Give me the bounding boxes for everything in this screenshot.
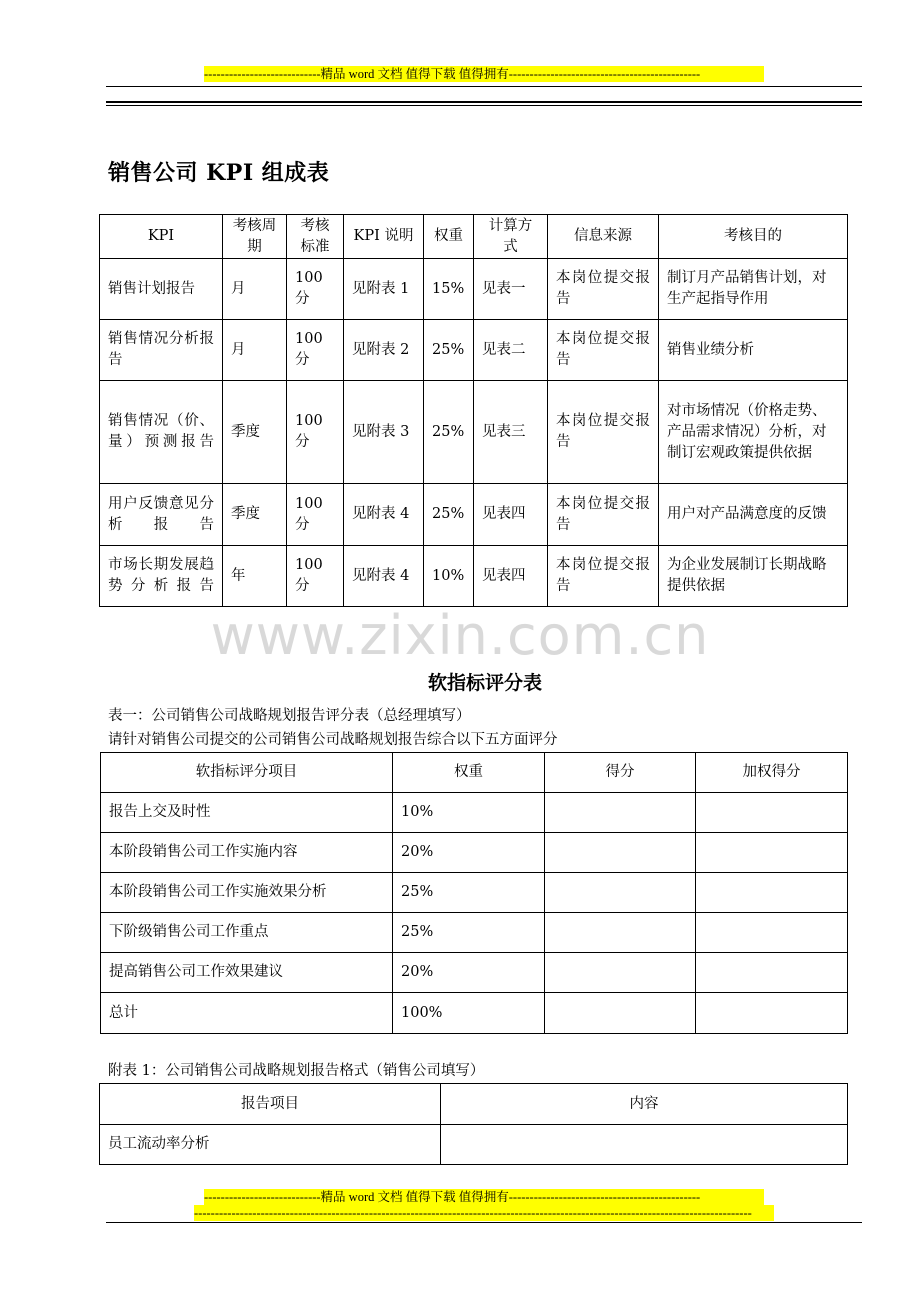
table-cell: 月 (223, 320, 287, 381)
table-cell: 见附表 2 (344, 320, 424, 381)
table-cell: 用户对产品满意度的反馈 (659, 484, 848, 546)
table-cell: 月 (223, 259, 287, 320)
table-cell: 年 (223, 546, 287, 607)
table-row (101, 993, 848, 1034)
table-row (100, 259, 848, 320)
footer-dashes: -------------------------------------------------------------------------------------------------------------------------------------- (194, 1205, 774, 1221)
table-cell: 25% (393, 873, 545, 913)
table-cell: 下阶级销售公司工作重点 (101, 913, 393, 953)
score-cell[interactable] (545, 833, 696, 873)
table-cell: 见附表 3 (344, 381, 424, 484)
table-row (100, 484, 848, 546)
table-cell: 对市场情况（价格走势、产品需求情况）分析，对制订宏观政策提供依据 (659, 381, 848, 484)
table-cell: 100 分 (287, 320, 344, 381)
footer-rule (106, 1222, 862, 1223)
soft-score-table (100, 752, 848, 1034)
header-cell: 内容 (441, 1084, 848, 1125)
table-cell: 提高销售公司工作效果建议 (101, 953, 393, 993)
table-row (101, 833, 848, 873)
soft-caption-1: 表一：公司销售公司战略规划报告评分表（总经理填写） (108, 708, 471, 724)
table-cell: 报告上交及时性 (101, 793, 393, 833)
table-cell: 季度 (223, 381, 287, 484)
table-cell: 见表四 (474, 484, 548, 546)
header-cell: 报告项目 (100, 1084, 441, 1125)
table-cell: 销售情况（价、量）预测报告 (100, 381, 223, 484)
header-cell: 考核目的 (659, 215, 848, 259)
table-row (101, 913, 848, 953)
header-cell: 信息来源 (548, 215, 659, 259)
table-cell: 25% (393, 913, 545, 953)
table-cell: 本岗位提交报告 (548, 546, 659, 607)
table-row (100, 546, 848, 607)
table-cell: 100% (393, 993, 545, 1034)
kpi-table-header (100, 215, 848, 259)
table-cell: 用户反馈意见分析报告 (100, 484, 223, 546)
table-cell: 100 分 (287, 546, 344, 607)
table-cell: 见表三 (474, 381, 548, 484)
table-cell: 20% (393, 833, 545, 873)
weighted-score-cell[interactable] (696, 993, 848, 1034)
appendix-table-header (100, 1084, 848, 1125)
soft-table-header (101, 753, 848, 793)
weighted-score-cell[interactable] (696, 953, 848, 993)
score-cell[interactable] (545, 953, 696, 993)
table-cell: 见表一 (474, 259, 548, 320)
table-cell: 见表四 (474, 546, 548, 607)
table-cell: 季度 (223, 484, 287, 546)
header-cell: KPI 说明 (344, 215, 424, 259)
table-cell: 15% (424, 259, 474, 320)
table-cell: 25% (424, 320, 474, 381)
header-double-rule-bottom (106, 105, 862, 106)
table-cell: 本岗位提交报告 (548, 320, 659, 381)
table-cell: 销售业绩分析 (659, 320, 848, 381)
kpi-table (99, 214, 848, 607)
table-cell: 25% (424, 484, 474, 546)
table-cell: 本岗位提交报告 (548, 259, 659, 320)
header-banner: ----------------------------精品 word 文档 值得下载 值得拥有---------------------------------------------- (204, 66, 764, 82)
table-cell: 见附表 1 (344, 259, 424, 320)
header-cell: KPI (100, 215, 223, 259)
table-row (100, 320, 848, 381)
table-cell: 见附表 4 (344, 546, 424, 607)
score-cell[interactable] (545, 873, 696, 913)
weighted-score-cell[interactable] (696, 873, 848, 913)
table-cell: 员工流动率分析 (100, 1125, 441, 1165)
table-cell: 销售计划报告 (100, 259, 223, 320)
header-cell: 得分 (545, 753, 696, 793)
header-cell: 考核周期 (223, 215, 287, 259)
table-cell: 见附表 4 (344, 484, 424, 546)
table-cell: 10% (393, 793, 545, 833)
weighted-score-cell[interactable] (696, 913, 848, 953)
table-cell: 市场长期发展趋势分析报告 (100, 546, 223, 607)
header-cell: 加权得分 (696, 753, 848, 793)
header-double-rule-top (106, 101, 862, 103)
header-cell: 计算方式 (474, 215, 548, 259)
table-cell: 25% (424, 381, 474, 484)
header-cell: 考核标准 (287, 215, 344, 259)
header-cell: 软指标评分项目 (101, 753, 393, 793)
footer-banner: ----------------------------精品 word 文档 值得下载 值得拥有---------------------------------------------- (204, 1189, 764, 1205)
table-row (101, 873, 848, 913)
header-cell: 权重 (424, 215, 474, 259)
table-cell: 销售情况分析报告 (100, 320, 223, 381)
table-cell: 见表二 (474, 320, 548, 381)
table-cell: 10% (424, 546, 474, 607)
table-row (101, 793, 848, 833)
appendix-caption: 附表 1：公司销售公司战略规划报告格式（销售公司填写） (108, 1063, 485, 1079)
watermark: www.zixin.com.cn (210, 604, 710, 667)
score-cell[interactable] (545, 913, 696, 953)
table-cell: 本阶段销售公司工作实施效果分析 (101, 873, 393, 913)
table-cell: 20% (393, 953, 545, 993)
table-cell: 本岗位提交报告 (548, 381, 659, 484)
score-cell[interactable] (545, 993, 696, 1034)
score-cell[interactable] (545, 793, 696, 833)
table-cell: 100 分 (287, 381, 344, 484)
table-row (101, 953, 848, 993)
header-cell: 权重 (393, 753, 545, 793)
table-row (100, 381, 848, 484)
table-cell: 100 分 (287, 259, 344, 320)
soft-caption-2: 请针对销售公司提交的公司销售公司战略规划报告综合以下五方面评分 (108, 732, 558, 748)
appendix-table (99, 1083, 848, 1165)
table-row (100, 1125, 848, 1165)
weighted-score-cell[interactable] (696, 793, 848, 833)
table-cell: 100 分 (287, 484, 344, 546)
table-cell: 为企业发展制订长期战略提供依据 (659, 546, 848, 607)
soft-section-title: 软指标评分表 (427, 672, 542, 694)
content-cell[interactable] (441, 1125, 848, 1165)
page-title: 销售公司 KPI 组成表 (108, 160, 330, 186)
table-cell: 本阶段销售公司工作实施内容 (101, 833, 393, 873)
header-rule (106, 86, 862, 87)
table-cell: 制订月产品销售计划，对生产起指导作用 (659, 259, 848, 320)
table-cell: 总计 (101, 993, 393, 1034)
table-cell: 本岗位提交报告 (548, 484, 659, 546)
weighted-score-cell[interactable] (696, 833, 848, 873)
